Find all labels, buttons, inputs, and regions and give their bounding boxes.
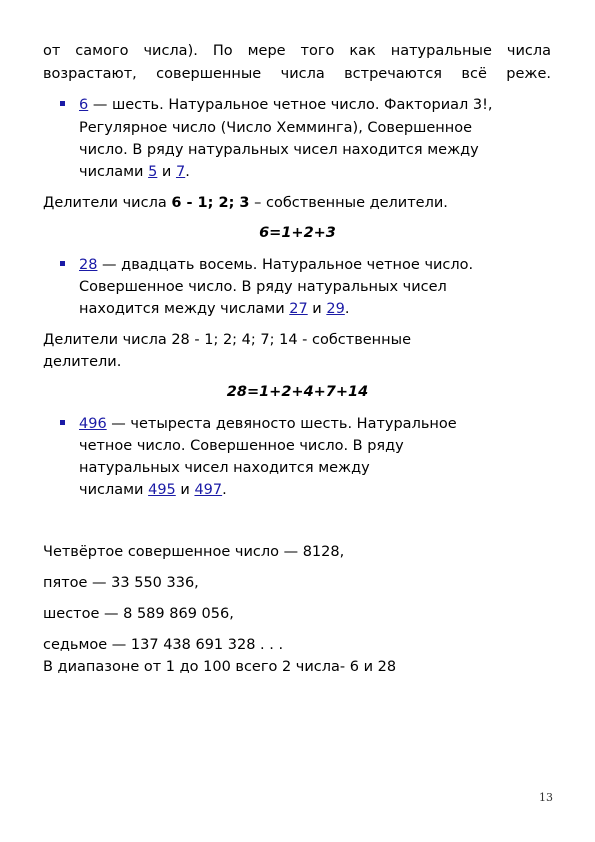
bullet-marker [60, 261, 65, 266]
list-item-496-line-3: натуральных чисел находится между [79, 460, 370, 476]
formula-28: 28=1+2+4+7+14 [226, 384, 369, 400]
link-29[interactable]: 29 [326, 301, 345, 317]
link-6[interactable]: 6 [79, 97, 89, 113]
perfect-number-7: седьмое — 137 438 691 328 . . . [43, 637, 284, 653]
list-item-6-line-2: Регулярное число (Число Хемминга), Совершенное [79, 120, 473, 136]
list-item-6-line-3: число. В ряду натуральных чисел находится между [79, 142, 479, 158]
perfect-number-6: шестое — 8 589 869 056, [43, 606, 234, 622]
link-5[interactable]: 5 [148, 164, 158, 180]
intro-line-2: возрастают, совершенные числа встречаются всё реже. [43, 66, 551, 82]
link-28[interactable]: 28 [79, 257, 98, 273]
list-item-6-line-4: числами 5 и 7. [79, 164, 190, 180]
list-item-28-line-3: находится между числами 27 и 29. [79, 301, 350, 317]
range-note: В диапазоне от 1 до 100 всего 2 числа- 6 и 28 [43, 659, 397, 675]
list-item-28-line-2: Совершенное число. В ряду натуральных чисел [79, 279, 447, 295]
bullet-marker [60, 101, 65, 106]
formula-6: 6=1+2+3 [259, 225, 336, 241]
link-495[interactable]: 495 [148, 482, 176, 498]
intro-line-1: от самого числа). По мере того как натуральные числа [43, 43, 551, 59]
list-item-28-line-1: 28 — двадцать восемь. Натуральное четное число. [79, 257, 474, 273]
perfect-number-5: пятое — 33 550 336, [43, 575, 199, 591]
bullet-marker [60, 420, 65, 425]
link-497[interactable]: 497 [194, 482, 223, 498]
divisors-28-line-1: Делители числа 28 - 1; 2; 4; 7; 14 - собственные [43, 332, 412, 348]
list-item-6-line-1: 6 — шесть. Натуральное четное число. Факториал 3!, [79, 97, 493, 113]
list-item-496-line-2: четное число. Совершенное число. В ряду [79, 438, 404, 454]
divisors-28-line-2: делители. [43, 354, 122, 370]
link-496[interactable]: 496 [79, 416, 107, 432]
list-item-496-line-1: 496 — четыреста девяносто шесть. Натуральное [79, 416, 457, 432]
page-number: 13 [539, 791, 553, 804]
link-27[interactable]: 27 [289, 301, 308, 317]
perfect-number-4: Четвёртое совершенное число — 8128, [43, 544, 345, 560]
link-7[interactable]: 7 [175, 164, 186, 180]
list-item-496-line-4: числами 495 и 497. [79, 482, 227, 498]
divisors-6: Делители числа 6 - 1; 2; 3 – собственные делители. [43, 195, 448, 211]
